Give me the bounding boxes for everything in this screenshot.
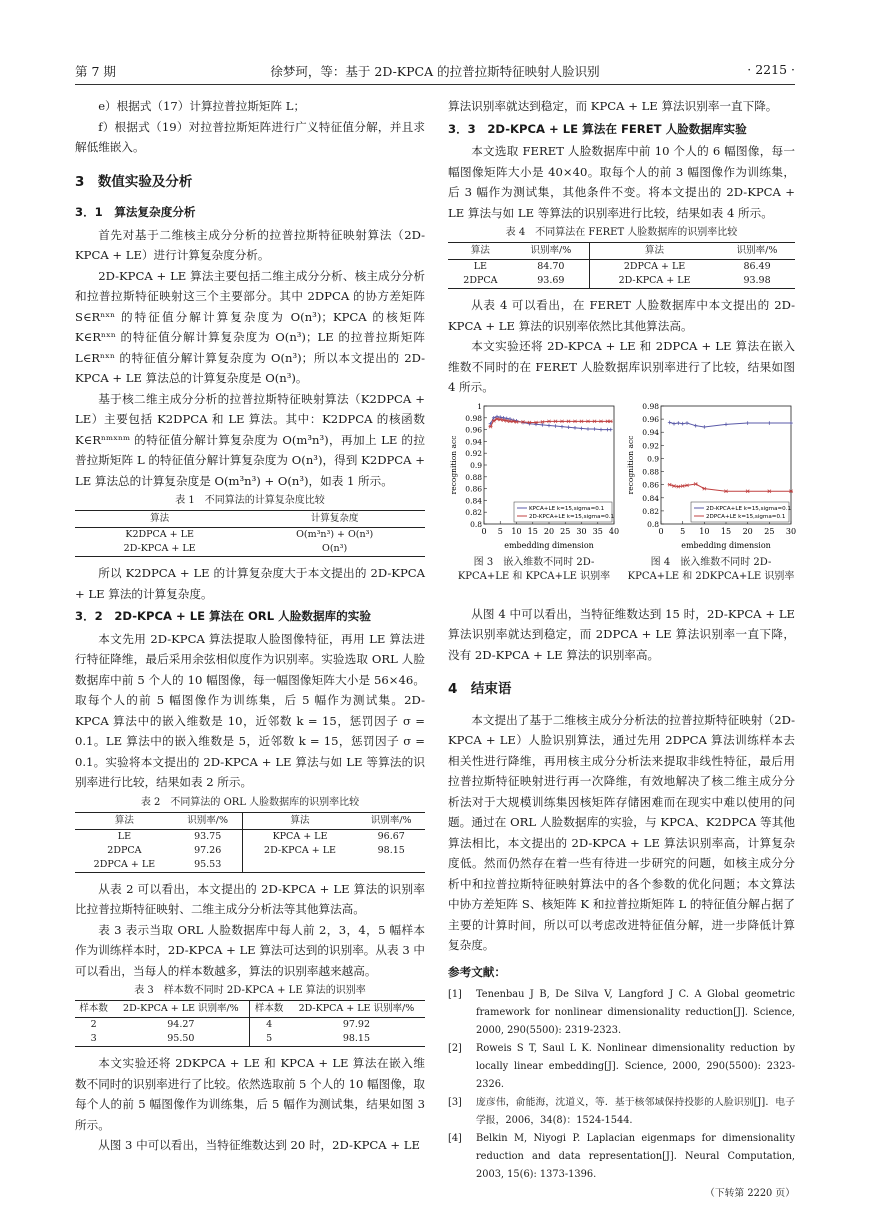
para-3-3-c: 本文实验还将 2D-KPCA + LE 和 2DPCA + LE 算法在嵌入维数不同时的在 FERET 人脸数据库识别率进行了比较，结果如图 4 所示。 (448, 339, 795, 394)
y-tick-label: 0.92 (465, 448, 482, 458)
legend-entry: 2DPCA+LE k=15,sigma=0.1 (706, 513, 786, 520)
table-4 (448, 242, 795, 289)
table-cell: 97.26 (194, 844, 222, 856)
table-1-caption: 表 1 不同算法的计算复杂度比较 (175, 495, 325, 506)
table-cell: LE (117, 830, 132, 842)
table-cell: 2DPCA (448, 274, 513, 289)
reference-number: [3] (448, 1097, 462, 1108)
reference-text: 庞彦伟，俞能海，沈道义，等．基于核邻域保持投影的人脸识别[J]．电子学报，2006，34(8)：1524-1544. (476, 1097, 795, 1126)
reference-item (448, 986, 795, 1040)
table-header: 算法 (75, 812, 174, 829)
table-cell: 86.49 (743, 261, 771, 272)
table-cell: 2DPCA (107, 844, 142, 856)
y-tick-label: 0.88 (465, 472, 482, 482)
reference-item (448, 1040, 795, 1094)
page-number: · 2215 · (747, 62, 795, 77)
para-conclusion: 本文提出了基于二维核主成分分析法的拉普拉斯特征映射（2D-KPCA + LE）人脸识别算法，通过先用 2DPCA 算法训练样本去相关性进行降维，再用核主成分分析法来提取非线性特征，最后用拉普拉斯特征映射进行再一次降维，有效地解决了核二维主成分分析法对于大规模训练集因核矩阵存储困难而在现实中难以使用的问题。通过在 ORL 人脸数据库的实验，与 KPCA、K2DPCA 等其他算法相比，本文提出的 2D-KPCA + LE 算法识别率高，计算复杂度低。然而仍然存在着一些有待进一步研究的问题，如核主成分分析中和拉普拉斯特征映射算法中的各个参数的优化问题；本文算法中协方差矩阵 S、核矩阵 K 和拉普拉斯矩阵 L 的特征值分解占据了主要的计算时间，所以可以考虑改进特征值分解，进一步降低计算复杂度。 (448, 712, 795, 952)
para-3-3-d: 从图 4 中可以看出，当特征维数达到 15 时，2D-KPCA + LE 算法识别率就达到稳定，而 2DPCA + LE 算法识别率一直下降，没有 2D-KPCA + LE 算法的识别率高。 (448, 606, 795, 662)
table-row (448, 260, 795, 275)
subsection-3-2-title: 3．2 2D-KPCA + LE 算法在 ORL 人脸数据库的实验 (75, 609, 371, 623)
table-cell (357, 858, 425, 873)
header-rule (75, 84, 795, 85)
y-tick-label: 0.96 (465, 425, 482, 435)
table-cell: 94.27 (167, 1019, 195, 1030)
reference-text: Belkin M, Niyogi P. Laplacian eigenmaps for dimensionality reduction and data representation[J]. Neural Computation, 2003, 15(6): 1373-1396. (476, 1133, 795, 1180)
left-column (75, 96, 425, 1156)
y-tick-label: 0.86 (465, 484, 482, 494)
para-3-2-d: 本文实验还将 2DKPCA + LE 和 KPCA + LE 算法在嵌入维数不同时的识别率进行了比较。依然选取前 5 个人的 10 幅图像，取每个人的前 5 幅图像作为训练集，后 5 幅作为测试集，结果如图 3 所示。 (75, 1056, 425, 1132)
table-cell: 93.75 (194, 830, 222, 842)
references-title: 参考文献： (448, 964, 506, 979)
y-tick-label: 0.82 (642, 506, 659, 516)
y-tick-label: 0.9 (470, 460, 482, 470)
para-3-3-a: 本文选取 FERET 人脸数据库中前 10 个人的 6 幅图像，每一幅图像矩阵大小是 40×40。取每个人的前 3 幅图像作为训练集，后 3 幅作为测试集，其他条件不变。将本文提出的 2D-KPCA + LE 算法与如 LE 等算法的识别率进行比较，结果如表 4 所示。 (448, 144, 795, 220)
figures-3-4 (448, 402, 795, 602)
table-row (75, 858, 425, 873)
x-axis-label: embedding dimension (504, 540, 594, 550)
table-header: 算法 (589, 243, 719, 260)
x-tick-label: 10 (699, 526, 710, 536)
table-3-caption: 表 3 样本数不同时 2D-KPCA + LE 算法的识别率 (134, 985, 366, 996)
table-row (75, 1032, 425, 1047)
y-tick-label: 0.98 (465, 413, 482, 423)
y-axis-label: recognition acc (626, 435, 635, 494)
table-header: 计算复杂度 (244, 511, 425, 528)
table-2-caption: 表 2 不同算法的 ORL 人脸数据库的识别率比较 (140, 796, 360, 808)
table-cell: 93.98 (719, 274, 795, 289)
table-cell: 2DPCA + LE (589, 260, 719, 275)
table-cell: 3 (75, 1032, 112, 1047)
x-tick-label: 20 (543, 526, 555, 536)
table-cell: 2 (90, 1019, 97, 1030)
table-header: 2D-KPCA + LE 识别率/% (112, 1001, 250, 1018)
issue-number: 第 7 期 (75, 64, 116, 79)
figure-3-caption: 图 3 嵌入维数不同时 2D-KPCA+LE 和 KPCA+LE 识别率 (457, 556, 611, 582)
x-tick-label: 30 (576, 526, 587, 536)
figure-4-caption: 图 4 嵌入维数不同时 2D-KPCA+LE 和 2DKPCA+LE 识别率 (627, 556, 795, 582)
table-row (75, 528, 425, 543)
table-header: 样本数 (250, 1001, 288, 1018)
figure-4-chart (625, 402, 797, 554)
para-3-3-b: 从表 4 可以看出，在 FERET 人脸数据库中本文提出的 2D-KPCA + LE 算法的识别率依然比其他算法高。 (448, 298, 795, 333)
para-3-2-b: 从表 2 可以看出，本文提出的 2D-KPCA + LE 算法的识别率比拉普拉斯特征映射、二维主成分分析法等其他算法高。 (75, 881, 425, 916)
reference-item (448, 1094, 795, 1130)
table-row (75, 844, 425, 858)
x-tick-label: 25 (560, 526, 571, 536)
x-tick-label: 5 (497, 526, 503, 536)
step-f: f）根据式（19）对拉普拉斯矩阵进行广义特征值分解，并且求解低维嵌入。 (75, 119, 425, 154)
table-cell: LE (473, 261, 487, 272)
x-tick-label: 15 (720, 526, 732, 536)
y-tick-label: 0.86 (642, 480, 659, 490)
table-header: 算法 (448, 243, 513, 260)
table-row (448, 274, 795, 289)
y-tick-label: 0.8 (470, 519, 482, 529)
para-3-1-c: 基于核二维主成分分析的拉普拉斯特征映射算法（K2DPCA + LE）主要包括 K2DPCA 和 LE 算法。其中：K2DPCA 的核函数 K∈Rⁿᵐˣⁿᵐ 的特征值分解计算复杂度为 O(m³n³)，再加上 LE 的拉普拉斯矩阵 L 的特征值分解计算复杂度为 O(n³)，得到 K2DPCA + LE 算法总的计算复杂度是 O(m³n³) + O(n³)，如表 1 所示。 (75, 391, 425, 488)
y-tick-label: 0.94 (642, 427, 659, 437)
y-tick-label: 0.84 (642, 493, 659, 503)
table-cell: 84.70 (537, 261, 565, 272)
table-cell: K2DPCA + LE (125, 529, 194, 540)
x-tick-label: 0 (481, 526, 487, 536)
y-tick-label: 0.98 (642, 401, 659, 411)
table-cell (242, 858, 357, 873)
table-header: 算法 (242, 812, 357, 829)
para-3-2-e: 从图 3 中可以看出，当特征维数达到 20 时，2D-KPCA + LE (98, 1138, 420, 1152)
legend-entry: 2D-KPCA+LE k=15,sigma=0.1 (706, 505, 792, 512)
reference-item (448, 1130, 795, 1184)
table-cell: 97.92 (342, 1019, 371, 1030)
para-3-1-b: 2D-KPCA + LE 算法主要包括二维主成分分析、核主成分分析和拉普拉斯特征映射这三个主要部分。其中 2DPCA 的协方差矩阵 S∈Rⁿˣⁿ 的特征值分解计算复杂度为 O(n³)；KPCA 的核矩阵 K∈Rⁿˣⁿ 的特征值分解计算复杂度为 O(n³)；LE 的拉普拉斯矩阵 L∈Rⁿˣⁿ 的特征值分解计算复杂度为 O(n³)；所以本文提出的 2D-KPCA + LE 算法总的计算复杂度是 O(n³)。 (75, 268, 425, 385)
y-tick-label: 1 (477, 401, 482, 411)
table-1 (75, 510, 425, 557)
para-3-2-c: 表 3 表示当取 ORL 人脸数据库中每人前 2，3，4，5 幅样本作为训练样本时，2D-KPCA + LE 算法可达到的识别率。从表 3 中可以看出，当每人的样本数越多，算法的识别率越来越高。 (75, 922, 425, 978)
x-tick-label: 15 (527, 526, 538, 536)
subsection-3-3-title: 3．3 2D-KPCA + LE 算法在 FERET 人脸数据库实验 (448, 121, 747, 136)
x-tick-label: 5 (680, 526, 686, 536)
section-3-title: 3 数值实验及分析 (75, 173, 193, 190)
para-3-1-a: 首先对基于二维核主成分分析的拉普拉斯特征映射算法（2D-KPCA + LE）进行计算复杂度分析。 (75, 227, 425, 262)
x-tick-label: 10 (511, 526, 522, 536)
reference-number: [1] (448, 989, 462, 1000)
reference-text: Tenenbau J B, De Silva V, Langford J C. A Global geometric framework for nonlinear dimensionality reduction[J]. Science, 2000, 290(5500): 2319-2323. (476, 989, 795, 1036)
para-3-1-d: 所以 K2DPCA + LE 的计算复杂度大于本文提出的 2D-KPCA + LE 算法的计算复杂度。 (75, 566, 425, 601)
table-cell: 2D-KPCA + LE (589, 274, 719, 289)
table-3 (75, 1000, 425, 1047)
step-e: e）根据式（17）计算拉普拉斯矩阵 L； (98, 99, 306, 113)
table-cell: 2D-KPCA + LE (75, 542, 244, 557)
x-tick-label: 0 (658, 526, 664, 536)
running-header (75, 62, 795, 80)
table-cell: 95.50 (112, 1032, 250, 1047)
table-header: 识别率/% (357, 812, 425, 829)
x-tick-label: 35 (592, 526, 603, 536)
table-cell: 93.69 (513, 274, 590, 289)
table-row (75, 1018, 425, 1033)
table-4-caption: 表 4 不同算法在 FERET 人脸数据库的识别率比较 (505, 227, 738, 238)
reference-number: [4] (448, 1133, 462, 1144)
table-cell: O(n³) (244, 542, 425, 557)
x-axis-label: embedding dimension (681, 540, 771, 550)
continued-note: （下转第 2220 页） (705, 1188, 795, 1199)
para-continued: 算法识别率就达到稳定，而 KPCA + LE 算法识别率一直下降。 (448, 99, 778, 113)
table-row (75, 542, 425, 557)
y-axis-label: recognition acc (449, 435, 458, 494)
y-tick-label: 0.88 (642, 467, 659, 477)
table-cell: 4 (250, 1018, 288, 1033)
para-3-2-a: 本文先用 2D-KPCA 算法提取人脸图像特征，再用 LE 算法进行特征降维，最后采用余弦相似度作为识别率。实验选取 ORL 人脸数据库中前 5 个人的 10 幅图像，每一幅图像矩阵大小是 56×46。取每个人的前 5 幅图像作为训练集，后 5 幅作为测试集。2D-KPCA 算法中的嵌入维数是 10，近邻数 k = 15，惩罚因子 σ = 0.1。LE 算法中的嵌入维数是 5，近邻数 k = 15，惩罚因子 σ = 0.1。实验将本文提出的 2D-KPCA + LE 算法与如 LE 等算法的识别率进行比较，结果如表 2 所示。 (75, 631, 425, 789)
x-tick-label: 40 (608, 526, 620, 536)
table-header: 识别率/% (174, 812, 242, 829)
y-tick-label: 0.9 (647, 453, 659, 463)
y-tick-label: 0.82 (465, 507, 482, 517)
table-cell: O(m³n³) + O(n³) (296, 529, 374, 540)
table-header: 识别率/% (719, 243, 795, 260)
figure-3-chart (448, 402, 620, 554)
table-cell: 98.15 (288, 1032, 425, 1047)
reference-text: Roweis S T, Saul L K. Nonlinear dimensionality reduction by locally linear embedding[J]. Science, 2000, 290(5500): 2323-2326. (476, 1043, 795, 1090)
legend-entry: KPCA+LE k=15,sigma=0.1 (529, 505, 605, 512)
y-tick-label: 0.96 (642, 414, 659, 424)
table-header: 2D-KPCA + LE 识别率/% (288, 1001, 425, 1018)
table-cell: 2DPCA + LE (75, 858, 174, 873)
y-tick-label: 0.94 (465, 436, 482, 446)
legend-entry: 2D-KPCA+LE k=15,sigma=0.1 (529, 513, 615, 520)
table-cell: 98.15 (377, 844, 405, 856)
x-tick-label: 30 (785, 526, 797, 536)
y-tick-label: 0.8 (647, 519, 659, 529)
x-tick-label: 25 (764, 526, 775, 536)
table-cell: 95.53 (174, 858, 242, 873)
section-4-title: 4 结束语 (448, 681, 512, 697)
table-cell: 96.67 (377, 830, 405, 842)
table-cell: 5 (250, 1032, 288, 1047)
x-tick-label: 20 (742, 526, 753, 536)
table-2 (75, 812, 425, 873)
reference-number: [2] (448, 1043, 462, 1054)
table-header: 识别率/% (513, 243, 590, 260)
references-list (448, 986, 795, 1184)
subsection-3-1-title: 3．1 算法复杂度分析 (75, 205, 196, 219)
right-column (448, 96, 795, 1205)
table-header: 算法 (75, 511, 244, 528)
y-tick-label: 0.84 (465, 495, 482, 505)
table-header: 样本数 (75, 1001, 112, 1018)
table-cell: 2D-KPCA + LE (242, 844, 357, 858)
table-cell: KPCA + LE (242, 829, 357, 844)
y-tick-label: 0.92 (642, 440, 659, 450)
running-title: 徐梦珂，等：基于 2D-KPCA 的拉普拉斯特征映射人脸识别 (270, 64, 600, 79)
table-row (75, 829, 425, 844)
